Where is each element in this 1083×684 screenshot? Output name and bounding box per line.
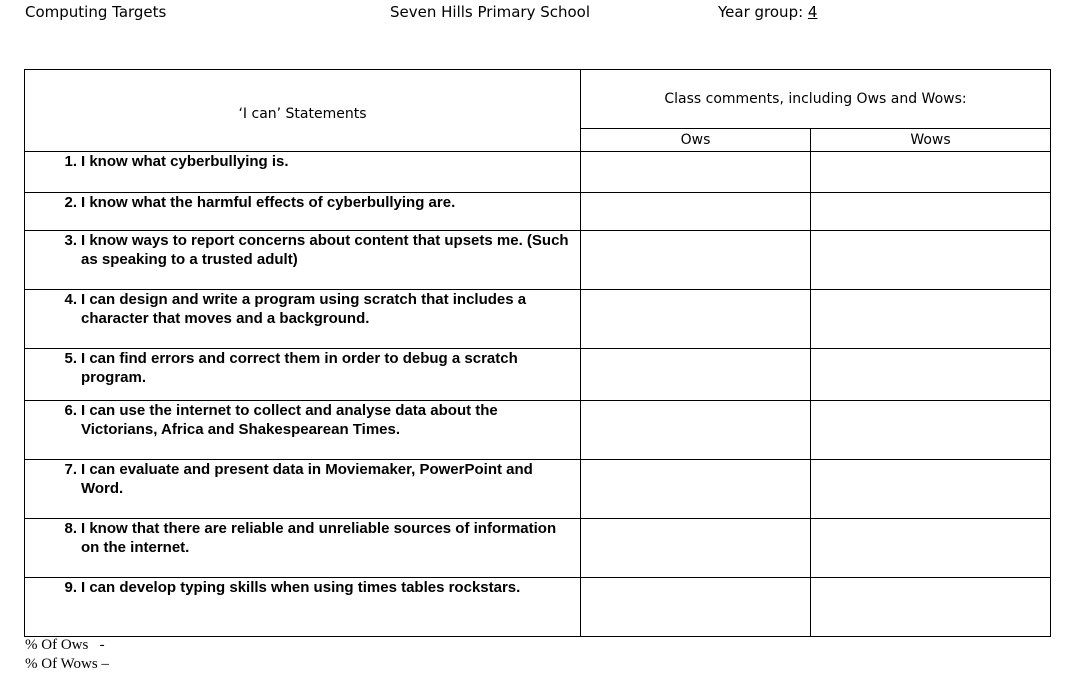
comments-header: Class comments, including Ows and Wows: <box>581 70 1051 129</box>
statement-cell <box>25 519 581 578</box>
statements-header: ‘I can’ Statements <box>25 70 581 152</box>
wows-cell <box>811 578 1051 637</box>
statement-text: I can design and write a program using scratch that includes a character that moves and a background. <box>81 291 527 327</box>
statement-text: I know that there are reliable and unreliable sources of information on the internet. <box>81 520 557 556</box>
ows-cell <box>581 519 811 578</box>
statement-cell <box>25 401 581 460</box>
ows-cell <box>581 152 811 193</box>
statement-cell <box>25 193 581 231</box>
wows-cell <box>811 152 1051 193</box>
ows-cell <box>581 578 811 637</box>
statement-text: I know what the harmful effects of cyberbullying are. <box>81 194 456 211</box>
statement-cell <box>25 231 581 290</box>
statement-number: 7. <box>64 461 77 478</box>
statement-number: 6. <box>64 402 77 419</box>
statement-number: 1. <box>64 153 77 170</box>
statement-number: 4. <box>64 291 77 308</box>
table-row <box>25 193 1051 231</box>
ows-percentage: % Of Ows - <box>25 637 105 653</box>
statement-number: 3. <box>64 232 77 249</box>
statement-text: I can find errors and correct them in order to debug a scratch program. <box>81 350 518 386</box>
table-row <box>25 349 1051 401</box>
statement-text: I can use the internet to collect and analyse data about the Victorians, Africa and Shakespearean Times. <box>81 402 498 438</box>
table-row <box>25 231 1051 290</box>
statement-text: I know what cyberbullying is. <box>81 153 289 170</box>
ows-cell <box>581 231 811 290</box>
ows-cell <box>581 460 811 519</box>
wows-cell <box>811 231 1051 290</box>
wows-cell <box>811 460 1051 519</box>
year-group <box>718 3 817 21</box>
ows-cell <box>581 290 811 349</box>
statement-number: 2. <box>64 194 77 211</box>
statement-cell <box>25 460 581 519</box>
statement-number: 5. <box>64 350 77 367</box>
document-title: Computing Targets <box>25 3 167 21</box>
wows-cell <box>811 193 1051 231</box>
targets-table <box>24 69 1051 637</box>
wows-cell <box>811 401 1051 460</box>
wows-header: Wows <box>811 129 1051 152</box>
table-row <box>25 401 1051 460</box>
table-row <box>25 152 1051 193</box>
year-group-value: 4 <box>807 3 818 21</box>
statement-cell <box>25 290 581 349</box>
statement-cell <box>25 578 581 637</box>
statement-number: 9. <box>64 579 77 596</box>
ows-cell <box>581 349 811 401</box>
statement-number: 8. <box>64 520 77 537</box>
wows-percentage: % Of Wows – <box>25 656 109 672</box>
wows-cell <box>811 519 1051 578</box>
ows-cell <box>581 401 811 460</box>
statement-cell <box>25 349 581 401</box>
statement-cell <box>25 152 581 193</box>
statement-text: I can develop typing skills when using times tables rockstars. <box>81 579 521 596</box>
ows-cell <box>581 193 811 231</box>
wows-cell <box>811 349 1051 401</box>
table-row <box>25 290 1051 349</box>
statement-text: I know ways to report concerns about content that upsets me. (Such as speaking to a trusted adult) <box>81 232 569 268</box>
school-name: Seven Hills Primary School <box>390 3 591 21</box>
table-row <box>25 519 1051 578</box>
ows-header: Ows <box>581 129 811 152</box>
table-row <box>25 460 1051 519</box>
table-row <box>25 578 1051 637</box>
statement-text: I can evaluate and present data in Moviemaker, PowerPoint and Word. <box>81 461 533 497</box>
year-group-label: Year group: <box>718 3 808 21</box>
wows-cell <box>811 290 1051 349</box>
